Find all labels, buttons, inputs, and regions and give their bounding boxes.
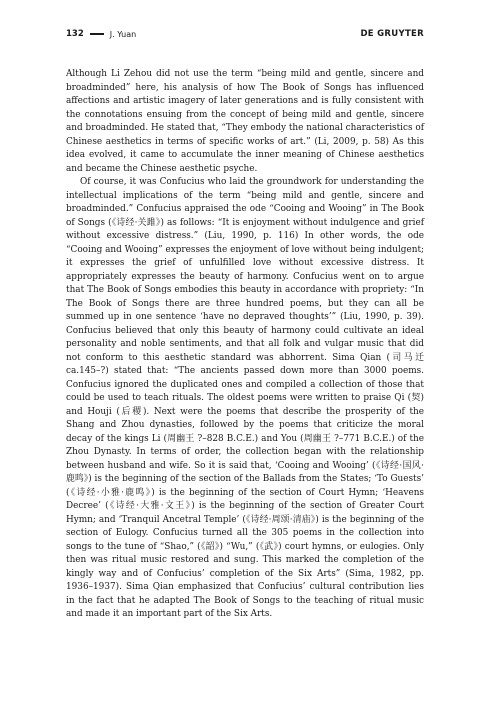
running-author: J. Yuan (109, 29, 137, 39)
body-text (66, 68, 424, 622)
paragraph: Although Li Zehou did not use the term “being mild and gentle, sincere and broadminded” here, his analysis of how The Book of Songs has influenced affections and artistic imagery of later generations and is fully consistent with the connotations ensuing from the concept of being mild and gentle, sincere and broadminded. He stated that, “They embody the national characteristics of Chinese aesthetics in terms of specific works of art.” (Li, 2009, p. 58) As this idea evolved, it came to accumulate the inner meaning of Chinese aesthetics and became the Chinese aesthetic psyche. (66, 69, 424, 174)
page-number: 132 (66, 29, 84, 39)
publisher-logo: DE GRUYTER (360, 29, 424, 39)
header-dash (90, 33, 104, 35)
running-header (66, 27, 424, 41)
paragraph: Of course, it was Confucius who laid the groundwork for understanding the intellectual implications of the term “being mild and gentle, sincere and broadminded.” Confucius appraised the ode “Cooing and Wooing” in The Book of Songs (《诗经·关雎》) as follows: “It is enjoyment without indulgence and grief without excessive distress.” (Liu, 1990, p. 116) In other words, the ode “Cooing and Wooing” expresses the enjoyment of love without being indulgent; it expresses the grief of unfulfilled love without excessive distress. It appropriately expresses the beauty of harmony. Confucius went on to argue that The Book of Songs embodies this beauty in accordance with propriety: “In The Book of Songs there are three hundred poems, but they can all be summed up in one sentence ‘have no depraved thoughts’” (Liu, 1990, p. 39). Confucius believed that only this beauty of harmony could cultivate an ideal personality and noble sentiments, and that all folk and vulgar music that did not conform to this aesthetic standard was abhorrent. Sima Qian (司马迁 ca.145–?) stated that: “The ancients passed down more than 3000 poems. Confucius ignored the duplicated ones and compiled a collection of those that could be used to teach rituals. The oldest poems were written to praise Qi (契) and Houji (后稷). Next were the poems that describe the prosperity of the Shang and Zhou dynasties, followed by the poems that criticize the moral decay of the kings Li (周幽王 ?–828 B.C.E.) and You (周幽王 ?–771 B.C.E.) of the Zhou Dynasty. In terms of order, the collection began with the relationship between husband and wife. So it is said that, ‘Cooing and Wooing’ (《诗经·国风·鹿鸣》) is the beginning of the section of the Ballads from the States; ‘To Guests’ (《诗经·小雅·鹿鸣》) is the beginning of the section of Court Hymn; ‘Heavens Decree’ (《诗经·大雅·文王》) is the beginning of the section of Greater Court Hymn; and ‘Tranquil Ancetral Temple’ (《诗经·周颂·清庙》) is the beginning of the section of Eulogy. Confucius turned all the 305 poems in the collection into songs to the tune of “Shao,” (《韶》) “Wu,” (《武》) court hymns, or eulogies. Only then was ritual music restored and sung. This marked the completion of the kingly way and of Confucius’ completion of the Six Arts” (Sima, 1982, pp. 1936–1937). Sima Qian emphasized that Confucius’ cultural contribution lies in the fact that he adapted The Book of Songs to the teaching of ritual music and made it an important part of the Six Arts. (66, 177, 424, 619)
